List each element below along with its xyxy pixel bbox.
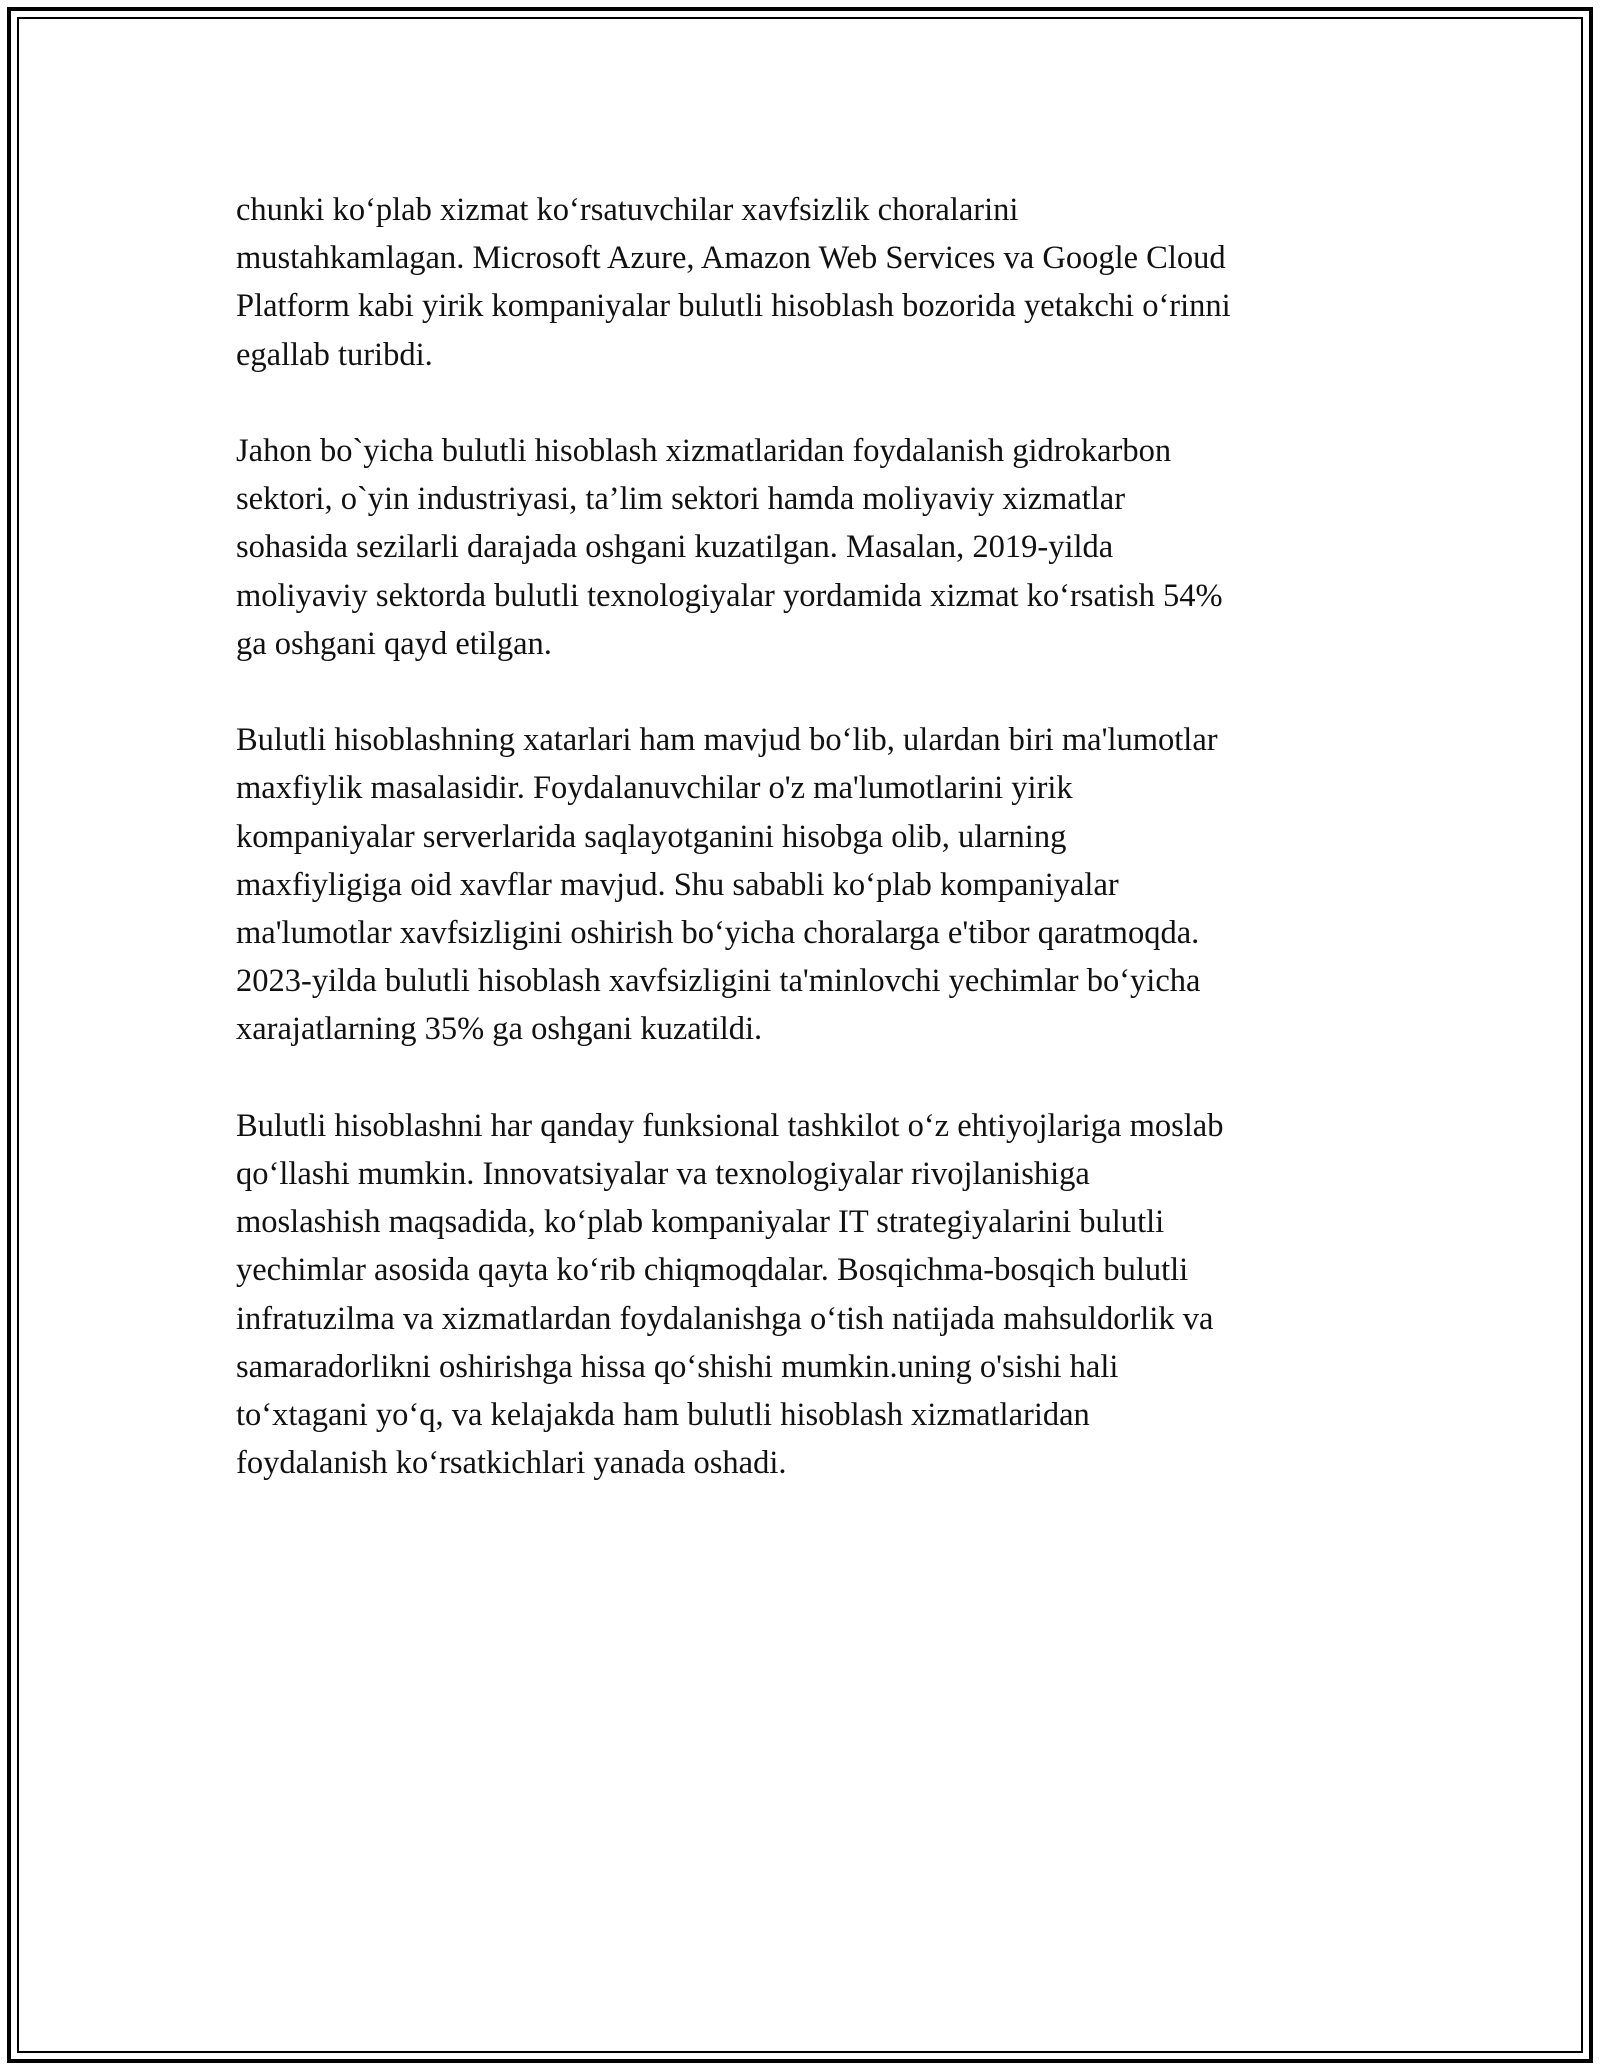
paragraph-3	[236, 716, 1366, 1053]
paragraph-2	[236, 427, 1366, 668]
text-line: Bulutli hisoblashni har qanday funksional tashkilot o‘z ehtiyojlariga moslab	[236, 1107, 1224, 1144]
text-line: samaradorlikni oshirishga hissa qo‘shishi mumkin.uning o'sishi hali	[236, 1348, 1119, 1385]
text-line: moslashish maqsadida, ko‘plab kompaniyalar IT strategiyalarini bulutli	[236, 1204, 1165, 1241]
text-line: egallab turibdi.	[236, 336, 433, 373]
text-line: Jahon bo`yicha bulutli hisoblash xizmatlaridan foydalanish gidrokarbon	[236, 433, 1172, 469]
text-line: ga oshgani qayd etilgan.	[236, 625, 552, 662]
text-line: yechimlar asosida qayta ko‘rib chiqmoqdalar. Bosqichma-bosqich bulutli	[236, 1252, 1189, 1289]
text-line: foydalanish ko‘rsatkichlari yanada oshadi.	[236, 1445, 787, 1482]
text-line: qo‘llashi mumkin. Innovatsiyalar va texnologiyalar rivojlanishiga	[236, 1156, 1090, 1193]
text-line: infratuzilma va xizmatlardan foydalanishga o‘tish natijada mahsuldorlik va	[236, 1300, 1214, 1337]
text-line: Bulutli hisoblashning xatarlari ham mavjud bo‘lib, ulardan biri ma'lumotlar	[236, 722, 1218, 759]
text-line: chunki ko‘plab xizmat ko‘rsatuvchilar xavfsizlik choralarini	[236, 192, 1019, 228]
text-line: sektori, o`yin industriyasi, ta’lim sektori hamda moliyaviy xizmatlar	[236, 481, 1126, 518]
text-line: maxfiylik masalasidir. Foydalanuvchilar o'z ma'lumotlarini yirik	[236, 770, 1073, 807]
text-line: ma'lumotlar xavfsizligini oshirish bo‘yicha choralarga e'tibor qaratmoqda.	[236, 915, 1200, 952]
text-line: 2023-yilda bulutli hisoblash xavfsizligini ta'minlovchi yechimlar bo‘yicha	[236, 963, 1201, 1000]
text-line: moliyaviy sektorda bulutli texnologiyalar yordamida xizmat ko‘rsatish 54%	[236, 577, 1223, 614]
text-line: maxfiyligiga oid xavflar mavjud. Shu sababli ko‘plab kompaniyalar	[236, 866, 1119, 903]
text-line: Platform kabi yirik kompaniyalar bulutli hisoblash bozorida yetakchi o‘rinni	[236, 288, 1231, 325]
paragraph-4	[236, 1102, 1366, 1488]
paragraph-1	[236, 186, 1366, 379]
text-line: xarajatlarning 35% ga oshgani kuzatildi.	[236, 1011, 763, 1048]
document-body	[236, 186, 1366, 1536]
text-line: sohasida sezilarli darajada oshgani kuzatilgan. Masalan, 2019-yilda	[236, 529, 1114, 566]
text-line: to‘xtagani yo‘q, va kelajakda ham bulutli hisoblash xizmatlaridan	[236, 1397, 1090, 1434]
text-line: kompaniyalar serverlarida saqlayotganini hisobga olib, ularning	[236, 818, 1067, 855]
text-line: mustahkamlagan. Microsoft Azure, Amazon Web Services va Google Cloud	[236, 240, 1226, 277]
